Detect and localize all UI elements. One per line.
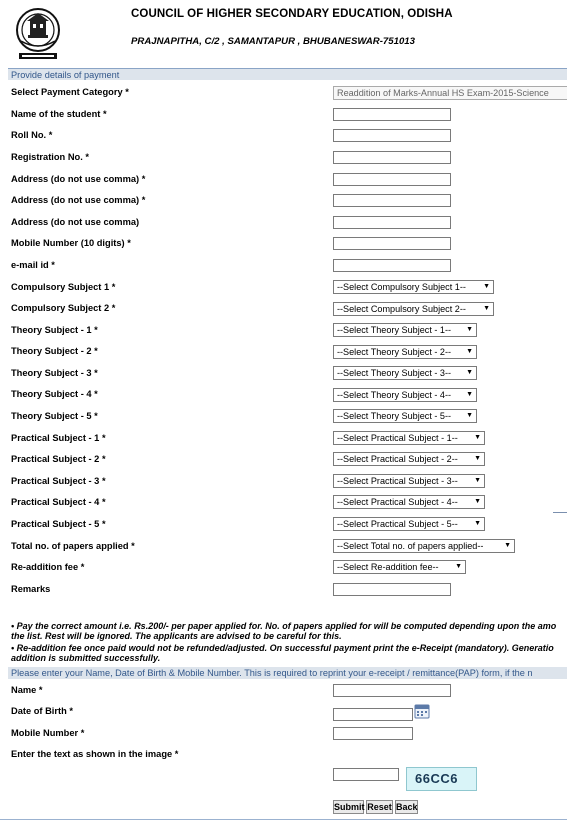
roll-no-input[interactable] xyxy=(333,129,451,142)
payment-section-heading: Provide details of payment xyxy=(8,68,567,80)
readdition-fee-label: Re-addition fee * xyxy=(11,562,85,572)
note-line-2: the list. Rest will be ignored. The applicants are advised to be careful for this. xyxy=(11,631,342,641)
practical-subject-1-value: --Select Practical Subject - 1-- xyxy=(337,433,458,443)
practical-subject-3-label: Practical Subject - 3 * xyxy=(11,476,106,486)
reprint-name-input[interactable] xyxy=(333,684,451,697)
total-papers-label: Total no. of papers applied * xyxy=(11,541,135,551)
dob-input[interactable] xyxy=(333,708,413,721)
practical-subject-5-label: Practical Subject - 5 * xyxy=(11,519,106,529)
total-papers-select[interactable] xyxy=(333,539,515,553)
theory-subject-2-value: --Select Theory Subject - 2-- xyxy=(337,347,452,357)
captcha-input[interactable] xyxy=(333,768,399,781)
reprint-section-heading: Please enter your Name, Date of Birth & Mobile Number. This is required to reprint your e-receipt / remittance(PAP) form, if the n xyxy=(8,667,567,679)
practical-subject-5-select[interactable] xyxy=(333,517,485,531)
theory-subject-1-value: --Select Theory Subject - 1-- xyxy=(337,325,452,335)
side-divider xyxy=(553,512,567,513)
readdition-fee-value: --Select Re-addition fee-- xyxy=(337,562,439,572)
address1-input[interactable] xyxy=(333,173,451,186)
theory-subject-4-value: --Select Theory Subject - 4-- xyxy=(337,390,452,400)
note-line-3: • Re-addition fee once paid would not be refunded/adjusted. On successful payment print the e-Receipt (mandatory). Generatio xyxy=(11,643,554,653)
compulsory-subject-2-label: Compulsory Subject 2 * xyxy=(11,303,116,313)
mobile-input[interactable] xyxy=(333,237,451,250)
registration-no-input[interactable] xyxy=(333,151,451,164)
remarks-input[interactable] xyxy=(333,583,451,596)
note-line-1: • Pay the correct amount i.e. Rs.200/- per paper applied for. No. of papers applied for will be computed depending upon the amo xyxy=(11,621,557,631)
mobile-label: Mobile Number (10 digits) * xyxy=(11,238,131,248)
captcha-label: Enter the text as shown in the image * xyxy=(11,749,179,759)
registration-no-label: Registration No. * xyxy=(11,152,89,162)
back-button[interactable]: Back xyxy=(396,802,418,812)
payment-category-value: Readdition of Marks-Annual HS Exam-2015-Science xyxy=(337,88,549,98)
theory-subject-1-select[interactable] xyxy=(333,323,477,337)
reprint-mobile-input[interactable] xyxy=(333,727,413,740)
dropdown-arrow-icon: ▼ xyxy=(466,412,473,419)
theory-subject-5-label: Theory Subject - 5 * xyxy=(11,411,98,421)
page-title: COUNCIL OF HIGHER SECONDARY EDUCATION, ODISHA xyxy=(131,8,453,20)
practical-subject-1-label: Practical Subject - 1 * xyxy=(11,433,106,443)
dropdown-arrow-icon: ▼ xyxy=(466,326,473,333)
practical-subject-2-value: --Select Practical Subject - 2-- xyxy=(337,454,458,464)
theory-subject-4-select[interactable] xyxy=(333,388,477,402)
dropdown-arrow-icon: ▼ xyxy=(483,305,490,312)
email-label: e-mail id * xyxy=(11,260,55,270)
address3-label: Address (do not use comma) xyxy=(11,217,140,227)
practical-subject-2-select[interactable] xyxy=(333,452,485,466)
theory-subject-2-label: Theory Subject - 2 * xyxy=(11,346,98,356)
practical-subject-4-value: --Select Practical Subject - 4-- xyxy=(337,497,458,507)
student-name-input[interactable] xyxy=(333,108,451,121)
student-name-label: Name of the student * xyxy=(11,109,107,119)
compulsory-subject-1-label: Compulsory Subject 1 * xyxy=(11,282,116,292)
theory-subject-5-select[interactable] xyxy=(333,409,477,423)
email-input[interactable] xyxy=(333,259,451,272)
dropdown-arrow-icon: ▼ xyxy=(504,542,511,549)
dropdown-arrow-icon: ▼ xyxy=(466,348,473,355)
dropdown-arrow-icon: ▼ xyxy=(474,520,481,527)
footer-divider xyxy=(0,819,567,820)
note-line-4: addition is submitted successfully. xyxy=(11,653,161,663)
dropdown-arrow-icon: ▼ xyxy=(455,563,462,570)
reset-button[interactable]: Reset xyxy=(367,802,392,812)
dropdown-arrow-icon: ▼ xyxy=(474,498,481,505)
calendar-icon[interactable] xyxy=(414,703,430,719)
readdition-fee-select[interactable] xyxy=(333,560,466,574)
practical-subject-4-select[interactable] xyxy=(333,495,485,509)
reprint-name-label: Name * xyxy=(11,685,43,695)
page-address: PRAJNAPITHA, C/2 , SAMANTAPUR , BHUBANESWAR-751013 xyxy=(131,36,415,47)
theory-subject-1-label: Theory Subject - 1 * xyxy=(11,325,98,335)
theory-subject-5-value: --Select Theory Subject - 5-- xyxy=(337,411,452,421)
dropdown-arrow-icon: ▼ xyxy=(483,283,490,290)
dropdown-arrow-icon: ▼ xyxy=(474,434,481,441)
theory-subject-4-label: Theory Subject - 4 * xyxy=(11,389,98,399)
dropdown-arrow-icon: ▼ xyxy=(474,455,481,462)
address2-label: Address (do not use comma) * xyxy=(11,195,146,205)
practical-subject-4-label: Practical Subject - 4 * xyxy=(11,497,106,507)
compulsory-subject-1-value: --Select Compulsory Subject 1-- xyxy=(337,282,466,292)
compulsory-subject-1-select[interactable] xyxy=(333,280,494,294)
address1-label: Address (do not use comma) * xyxy=(11,174,146,184)
remarks-label: Remarks xyxy=(11,584,51,594)
theory-subject-3-value: --Select Theory Subject - 3-- xyxy=(337,368,452,378)
reprint-mobile-label: Mobile Number * xyxy=(11,728,85,738)
practical-subject-3-select[interactable] xyxy=(333,474,485,488)
address3-input[interactable] xyxy=(333,216,451,229)
address2-input[interactable] xyxy=(333,194,451,207)
compulsory-subject-2-value: --Select Compulsory Subject 2-- xyxy=(337,304,466,314)
dropdown-arrow-icon: ▼ xyxy=(466,391,473,398)
payment-category-select[interactable] xyxy=(333,86,567,100)
submit-button[interactable]: Submit xyxy=(334,802,365,812)
total-papers-value: --Select Total no. of papers applied-- xyxy=(337,541,484,551)
roll-no-label: Roll No. * xyxy=(11,130,53,140)
practical-subject-2-label: Practical Subject - 2 * xyxy=(11,454,106,464)
dropdown-arrow-icon: ▼ xyxy=(466,369,473,376)
practical-subject-5-value: --Select Practical Subject - 5-- xyxy=(337,519,458,529)
practical-subject-1-select[interactable] xyxy=(333,431,485,445)
captcha-image: 66CC6 xyxy=(406,767,477,791)
dob-label: Date of Birth * xyxy=(11,706,73,716)
chse-emblem-icon xyxy=(13,7,63,65)
theory-subject-3-label: Theory Subject - 3 * xyxy=(11,368,98,378)
compulsory-subject-2-select[interactable] xyxy=(333,302,494,316)
theory-subject-3-select[interactable] xyxy=(333,366,477,380)
dropdown-arrow-icon: ▼ xyxy=(474,477,481,484)
practical-subject-3-value: --Select Practical Subject - 3-- xyxy=(337,476,458,486)
payment-category-label: Select Payment Category * xyxy=(11,87,129,97)
theory-subject-2-select[interactable] xyxy=(333,345,477,359)
